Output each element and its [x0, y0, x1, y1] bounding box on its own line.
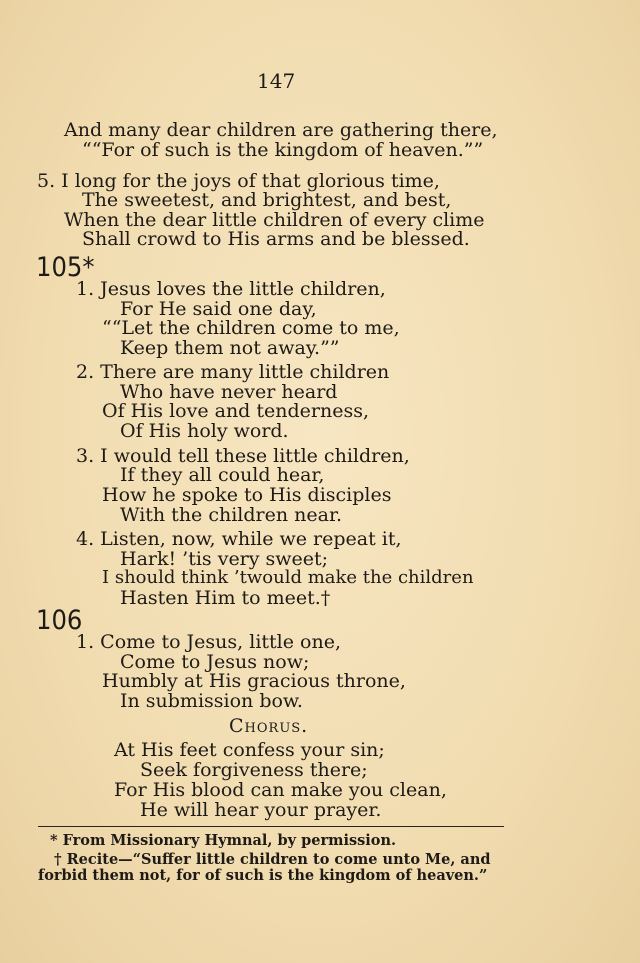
hymn-number: 106 — [36, 605, 83, 636]
verse-line: Hasten Him to meet.† — [120, 587, 331, 609]
verse-line: For His blood can make you clean, — [114, 779, 447, 801]
verse-line: How he spoke to His disciples — [102, 484, 392, 506]
verse-line: Who have never heard — [120, 381, 338, 403]
verse-line: Seek forgiveness there; — [140, 759, 368, 781]
verse-line: Of His love and tenderness, — [102, 400, 370, 422]
verse-line: Come to Jesus now; — [120, 651, 310, 673]
footnote: † Recite—“Suffer little children to come unto Me, and — [54, 851, 491, 868]
chorus-label: Chorus. — [229, 715, 309, 737]
verse-line: Humbly at His gracious throne, — [102, 670, 406, 692]
verse-line: 5. I long for the joys of that glorious time, — [37, 170, 440, 192]
verse-line: 1. Jesus loves the little children, — [76, 278, 386, 300]
footnote: * From Missionary Hymnal, by permission. — [50, 832, 397, 849]
footnote-divider — [38, 826, 504, 827]
verse-line: Hark! ’tis very sweet; — [120, 548, 329, 570]
verse-line: At His feet confess your sin; — [114, 739, 385, 761]
verse-line: When the dear little children of every clime — [64, 209, 485, 231]
verse-line: And many dear children are gathering there, — [64, 119, 498, 141]
verse-line: ““For of such is the kingdom of heaven.”” — [82, 139, 484, 161]
verse-line: Shall crowd to His arms and be blessed. — [82, 228, 470, 250]
verse-line: For He said one day, — [120, 298, 317, 320]
verse-line: Of His holy word. — [120, 420, 289, 442]
verse-line: I should think ’twould make the children — [102, 567, 474, 588]
verse-line: 1. Come to Jesus, little one, — [76, 631, 341, 653]
verse-line: 3. I would tell these little children, — [76, 445, 410, 467]
verse-line: With the children near. — [120, 504, 342, 526]
verse-line: The sweetest, and brightest, and best, — [82, 189, 452, 211]
footnote: forbid them not, for of such is the kingdom of heaven.” — [38, 867, 488, 884]
verse-line: 2. There are many little children — [76, 361, 390, 383]
page-number: 147 — [257, 69, 296, 93]
verse-line: 4. Listen, now, while we repeat it, — [76, 528, 402, 550]
verse-line: If they all could hear, — [120, 464, 325, 486]
verse-line: In submission bow. — [120, 690, 303, 712]
verse-line: ““Let the children come to me, — [102, 317, 400, 339]
verse-line: Keep them not away.”” — [120, 337, 340, 359]
verse-line: He will hear your prayer. — [140, 799, 382, 821]
hymn-number: 105* — [36, 252, 95, 283]
